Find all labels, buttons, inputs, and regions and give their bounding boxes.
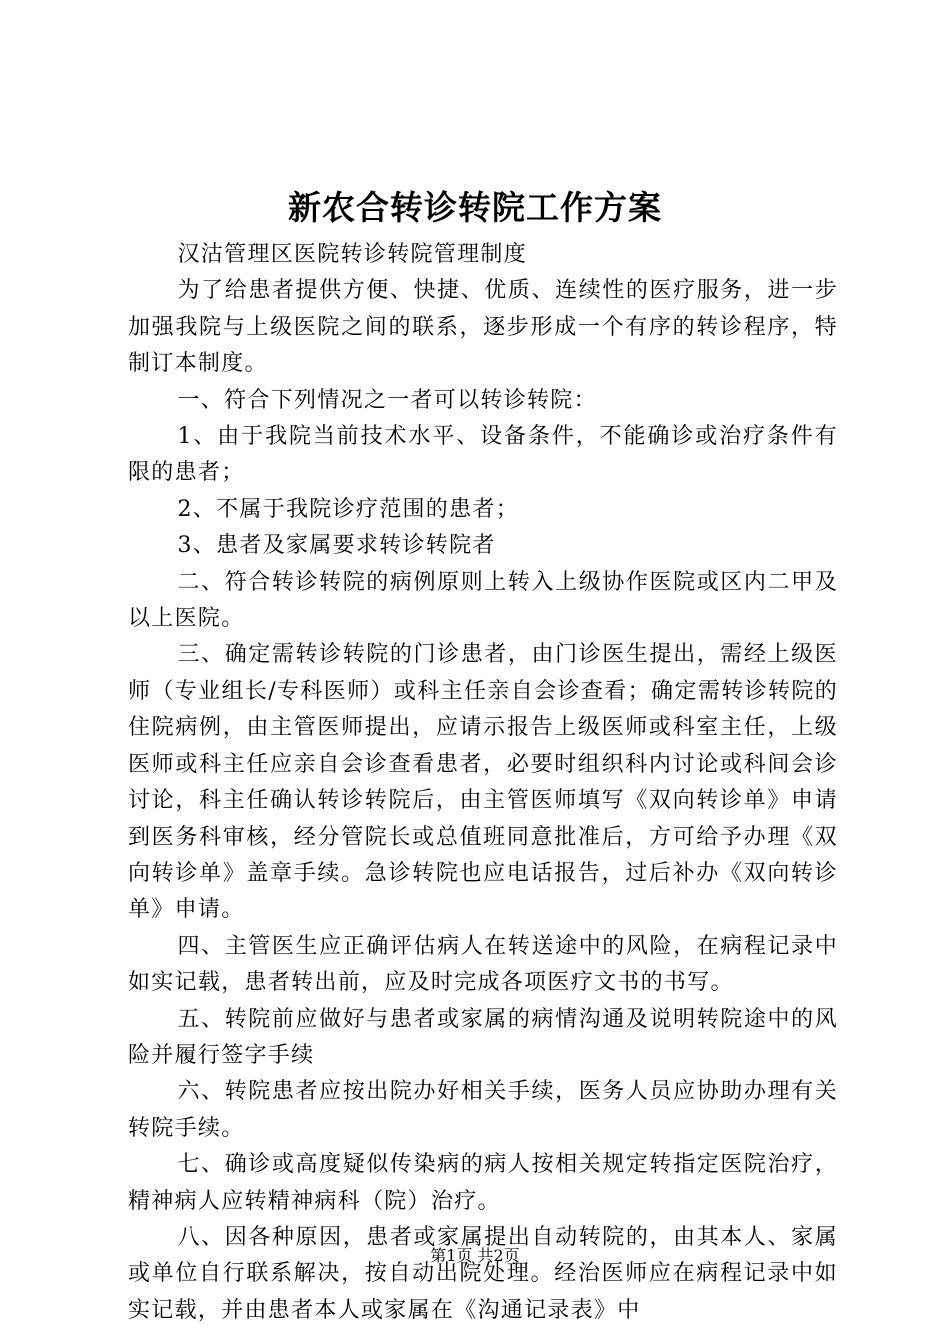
paragraph-section-4: 四、主管医生应正确评估病人在转送途中的风险，在病程记录中如实记载，患者转出前，应及时完成各项医疗文书的书写。 — [128, 933, 838, 996]
page-footer: 第1页 共2页 — [430, 1246, 520, 1265]
paragraph-intro: 为了给患者提供方便、快捷、优质、连续性的医疗服务，进一步加强我院与上级医院之间的联系，逐步形成一个有序的转诊程序，特制订本制度。 — [128, 278, 838, 377]
paragraph-section-1: 一、符合下列情况之一者可以转诊转院： — [177, 387, 597, 413]
paragraph-section-6: 六、转院患者应按出院办好相关手续，医务人员应协助办理有关转院手续。 — [128, 1079, 838, 1141]
paragraph-section-2: 二、符合转诊转院的病例原则上转入上级协作医院或区内二甲及以上医院。 — [128, 569, 838, 632]
paragraph-section-7: 七、确诊或高度疑似传染病的病人按相关规定转指定医院治疗，精神病人应转精神病科（院）治疗。 — [128, 1152, 838, 1214]
paragraph-item-2: 2、不属于我院诊疗范围的患者； — [177, 496, 519, 522]
paragraph-section-5: 五、转院前应做好与患者或家属的病情沟通及说明转院途中的风险并履行签字手续 — [128, 1006, 838, 1068]
paragraph-item-1: 1、由于我院当前技术水平、设备条件，不能确诊或治疗条件有限的患者； — [128, 424, 838, 486]
document-title: 新农合转诊转院工作方案 — [288, 188, 662, 227]
document-body — [128, 237, 838, 1329]
paragraph-section-8: 八、因各种原因，患者或家属提出自动转院的，由其本人、家属或单位自行联系解决，按自动出院处理。经治医师应在病程记录中如实记载，并由患者本人或家属在《沟通记录表》中 — [128, 1224, 838, 1323]
paragraph-subtitle: 汉沽管理区医院转诊转院管理制度 — [177, 242, 528, 267]
paragraph-section-3: 三、确定需转诊转院的门诊患者，由门诊医生提出，需经上级医师（专业组长/专科医师）或科主任亲自会诊查看；确定需转诊转院的住院病例，由主管医师提出，应请示报告上级医师或科室主任，上级医师或科主任应亲自会诊查看患者，必要时组织科内讨论或科间会诊讨论，科主任确认转诊转院后，由主管医师填写《双向转诊单》申请到医务科审核，经分管院长或总值班同意批准后，方可给予办理《双向转诊单》盖章手续。急诊转院也应电话报告，过后补办《双向转诊单》申请。 — [128, 642, 838, 923]
paragraph-item-3: 3、患者及家属要求转诊转院者 — [177, 533, 496, 559]
